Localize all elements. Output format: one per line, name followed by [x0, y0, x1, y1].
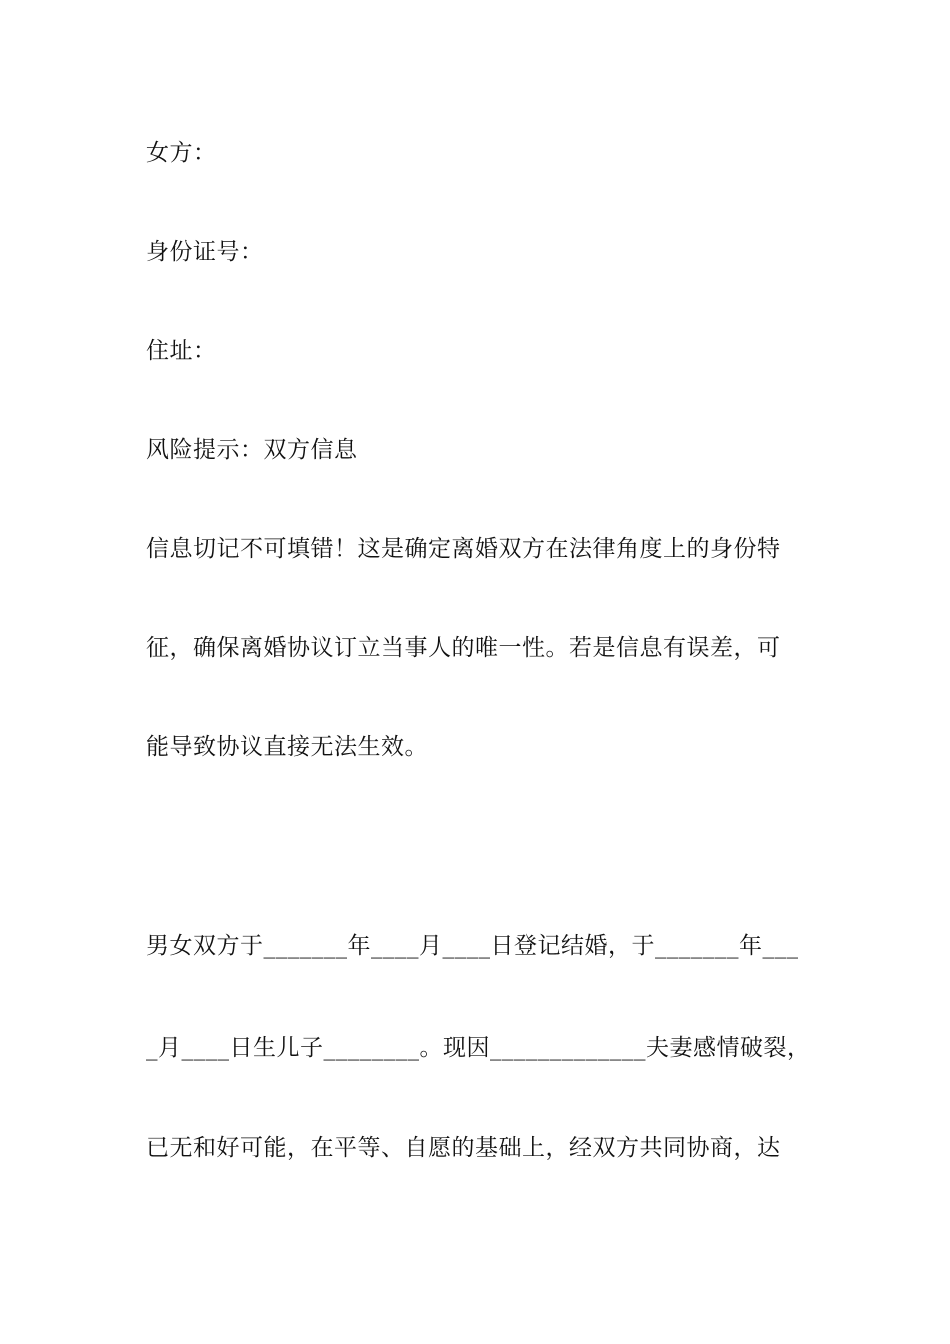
female-label: 女方： — [146, 140, 217, 166]
risk-line-1: 信息切记不可填错！这是确定离婚双方在法律角度上的身份特 — [146, 536, 781, 562]
risk-title: 风险提示：双方信息 — [146, 437, 358, 463]
risk-line-3: 能导致协议直接无法生效。 — [146, 734, 428, 760]
body-line-2: _月____日生儿子________。现因_____________夫妻感情破裂， — [146, 1035, 811, 1061]
body-line-1: 男女双方于_______年____月____日登记结婚，于_______年___ — [146, 933, 799, 959]
risk-line-2: 征，确保离婚协议订立当事人的唯一性。若是信息有误差，可 — [146, 635, 781, 661]
id-number-label: 身份证号： — [146, 239, 264, 265]
address-label: 住址： — [146, 338, 217, 364]
body-line-3: 已无和好可能，在平等、自愿的基础上，经双方共同协商，达 — [146, 1135, 781, 1161]
